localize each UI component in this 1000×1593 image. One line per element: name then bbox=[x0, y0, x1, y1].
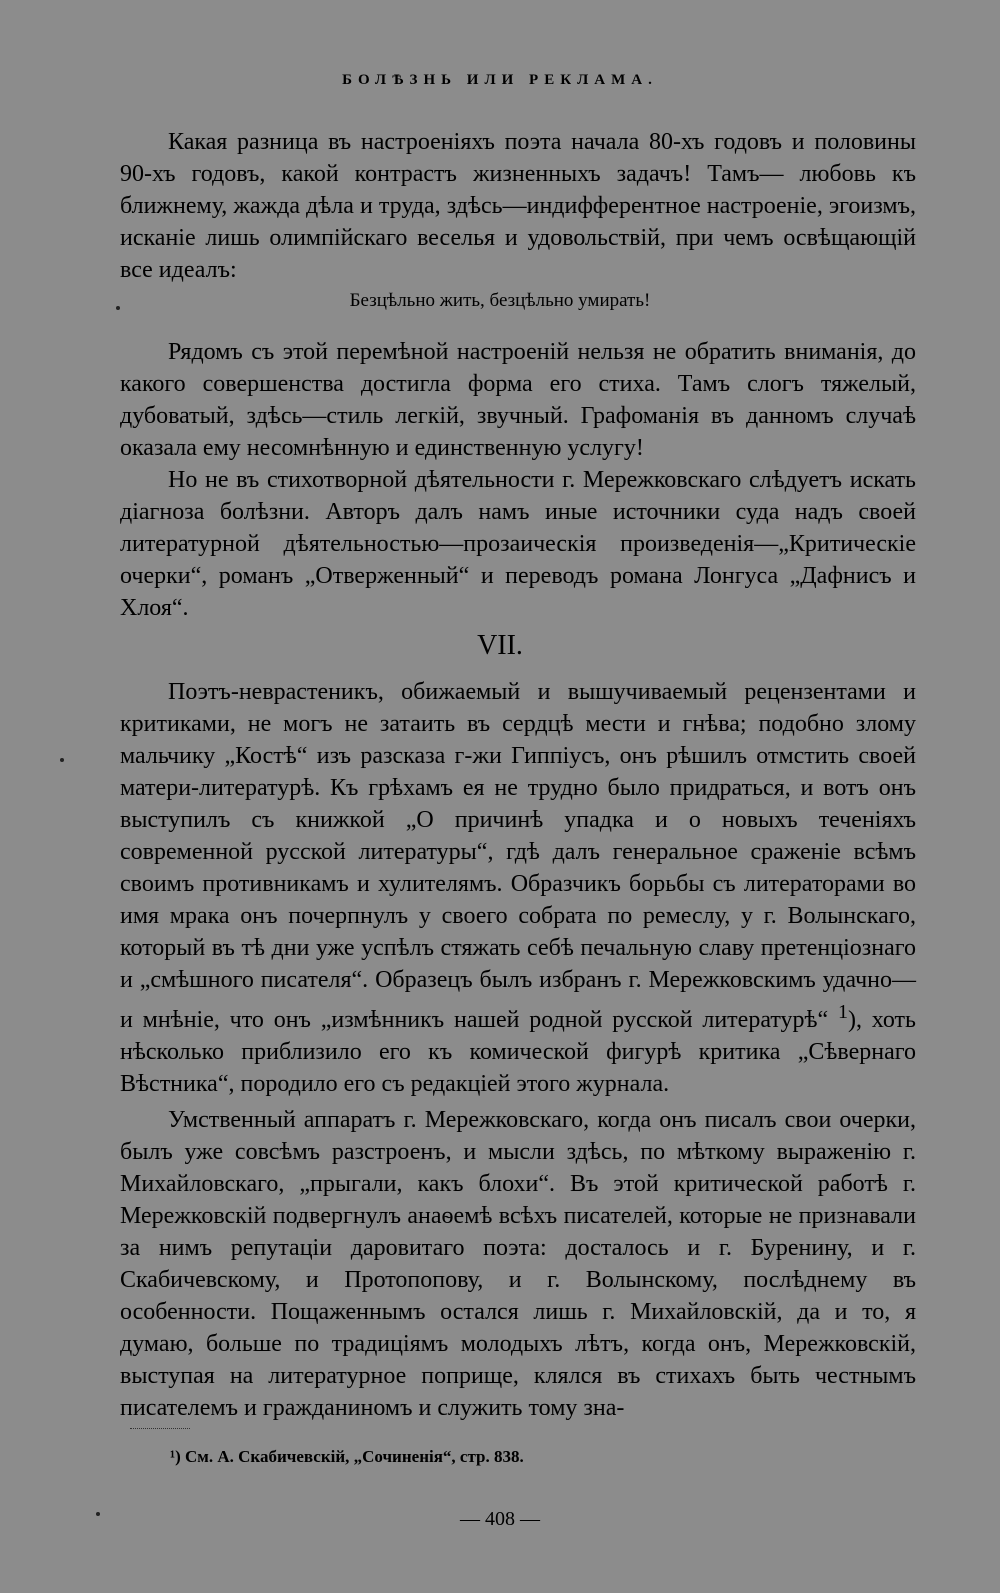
text-block-4 bbox=[120, 1104, 916, 1424]
paragraph-text: ), хоть нѣсколько приблизило его къ комической фигурѣ критика „Сѣвернаго Вѣстника“, породило его съ редакціей этого журнала. bbox=[120, 1007, 916, 1097]
section-heading: VII. bbox=[477, 630, 523, 661]
margin-speck bbox=[60, 758, 64, 762]
text-block-2 bbox=[120, 336, 916, 624]
margin-speck bbox=[96, 1512, 100, 1516]
paragraph bbox=[120, 676, 916, 1100]
footnote: ¹) См. А. Скабичевскій, „Сочиненія“, стр. 838. bbox=[170, 1447, 524, 1466]
footnote-reference: 1 bbox=[838, 1001, 848, 1023]
verse-quote: Безцѣльно жить, безцѣльно умирать! bbox=[349, 290, 651, 311]
text-block-1 bbox=[120, 126, 916, 286]
paragraph: Рядомъ съ этой перемѣной настроеній нельзя не обратить вниманія, до какого совершенства достигла форма его стиха. Тамъ слогъ тяжелый, дубоватый, здѣсь—стиль легкій, звучный. Графоманія въ данномъ случаѣ оказала ему несомнѣнную и единственную услугу! bbox=[120, 339, 916, 461]
text-block-3 bbox=[120, 676, 916, 1100]
paragraph: Умственный аппаратъ г. Мережковскаго, когда онъ писалъ свои очерки, былъ уже совсѣмъ разстроенъ, и мысли здѣсь, по мѣткому выраженію г. Михайловскаго, „прыгали, какъ блохи“. Въ этой критической работѣ г. Мережковскій подвергнулъ анаѳемѣ всѣхъ писателей, которые не признавали за нимъ репутаціи даровитаго поэта: досталось и г. Буренину, и г. Скабичевскому, и Протопопову, и г. Волынскому, послѣднему въ особенности. Пощаженнымъ остался лишь г. Михайловскій, да и то, я думаю, больше по традиціямъ молодыхъ лѣтъ, когда онъ, Мережковскій, выступая на литературное поприще, клялся въ стихахъ быть честнымъ писателемъ и гражданиномъ и служить тому зна- bbox=[120, 1107, 916, 1421]
running-head: БОЛѢЗНЬ ИЛИ РЕКЛАМА. bbox=[342, 72, 658, 88]
paragraph: Но не въ стихотворной дѣятельности г. Мережковскаго слѣдуетъ искать діагноза болѣзни. Авторъ далъ намъ иные источники суда надъ своей литературной дѣятельностью—прозаическія произведенія—„Критическіе очерки“, романъ „Отверженный“ и переводъ романа Лонгуса „Дафнисъ и Хлоя“. bbox=[120, 467, 916, 621]
paragraph-text: Поэтъ-неврастеникъ, обижаемый и вышучиваемый рецензентами и критиками, не могъ не затаить въ сердцѣ мести и гнѣва; подобно злому мальчику „Костѣ“ изъ разсказа г-жи Гиппіусъ, онъ рѣшилъ отмстить своей матери-литературѣ. Къ грѣхамъ ея не трудно было придраться, и вотъ онъ выступилъ съ книжкой „О причинѣ упадка и о новыхъ теченіяхъ современной русской литературы“, гдѣ далъ генеральное сраженіе всѣмъ своимъ противникамъ и хулителямъ. Образчикъ борьбы съ литераторами во имя мрака онъ почерпнулъ у своего собрата по ремеслу, у г. Волынскаго, который въ тѣ дни уже успѣлъ стяжать себѣ печальную славу претенціознаго и „смѣшного писателя“. Образецъ былъ избранъ г. Мережковскимъ удачно—и мнѣніе, что онъ „измѣнникъ нашей родной русской литературѣ“ bbox=[120, 679, 916, 1033]
footnote-divider bbox=[130, 1428, 190, 1429]
page-number: — 408 — bbox=[460, 1508, 540, 1530]
margin-speck bbox=[116, 306, 120, 310]
paragraph: Какая разница въ настроеніяхъ поэта начала 80-хъ годовъ и половины 90-хъ годовъ, какой контрастъ жизненныхъ задачъ! Тамъ— любовь къ ближнему, жажда дѣла и труда, здѣсь—индифферентное настроеніе, эгоизмъ, исканіе лишь олимпійскаго веселья и удовольствій, при чемъ освѣщающій все идеалъ: bbox=[120, 129, 916, 283]
